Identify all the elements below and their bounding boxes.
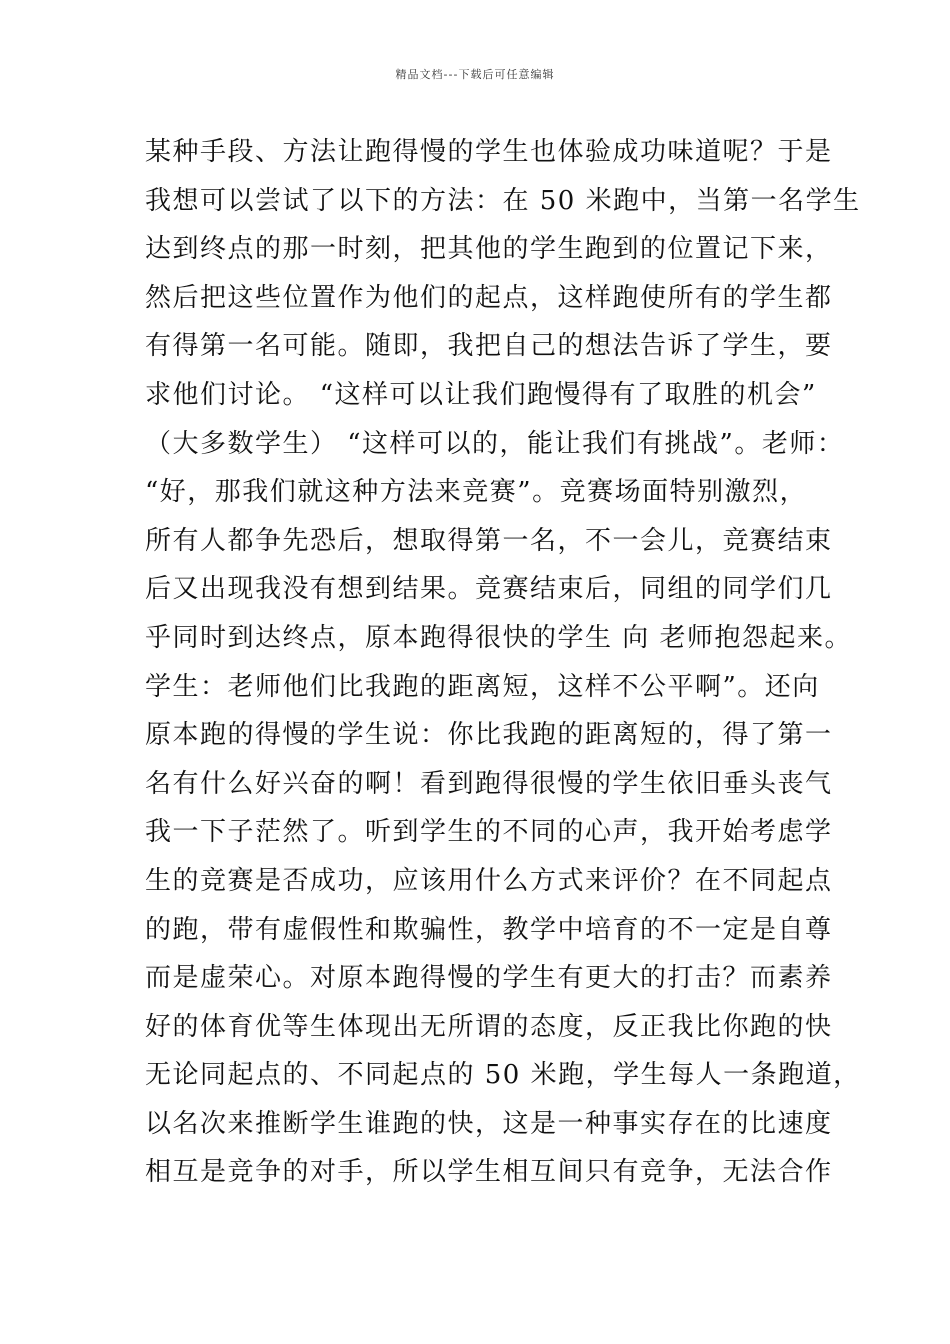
text-line: 无论同起点的、不同起点的 50 米跑，学生每人一条跑道，	[145, 1060, 861, 1091]
text-line: 所有人都争先恐后，想取得第一名，不一会儿，竞赛结束	[145, 525, 833, 556]
text-line: 然后把这些位置作为他们的起点，这样跑使所有的学生都	[145, 282, 833, 313]
page-header: 精品文档---下载后可任意编辑	[395, 68, 555, 81]
text-line: （大多数学生） “这样可以的，能让我们有挑战”。老师：	[145, 428, 845, 459]
text-line: “好，那我们就这种方法来竞赛”。竞赛场面特别激烈，	[145, 477, 808, 508]
text-line: 我想可以尝试了以下的方法：在 50 米跑中，当第一名学生	[145, 185, 861, 216]
text-line: 某种手段、方法让跑得慢的学生也体验成功味道呢？于是	[145, 137, 833, 167]
text-line: 以名次来推断学生谁跑的快，这是一种事实存在的比速度	[145, 1108, 833, 1139]
body-paragraph	[145, 128, 861, 1197]
text-line: 的跑，带有虚假性和欺骗性，教学中培育的不一定是自尊	[145, 914, 833, 945]
text-line: 我一下子茫然了。听到学生的不同的心声，我开始考虑学	[145, 817, 833, 848]
text-line: 达到终点的那一时刻，把其他的学生跑到的位置记下来，	[145, 234, 833, 265]
text-line: 生的竞赛是否成功，应该用什么方式来评价？在不同起点	[145, 865, 833, 896]
text-line: 有得第一名可能。随即，我把自己的想法告诉了学生，要	[145, 331, 833, 362]
text-line: 而是虚荣心。对原本跑得慢的学生有更大的打击？而素养	[145, 963, 833, 994]
text-line: 学生：老师他们比我跑的距离短，这样不公平啊”。还向	[145, 671, 820, 702]
text-line: 乎同时到达终点，原本跑得很快的学生 向 老师抱怨起来。	[145, 622, 853, 653]
text-line: 原本跑的得慢的学生说：你比我跑的距离短的，得了第一	[145, 720, 833, 751]
text-line: 好的体育优等生体现出无所谓的态度，反正我比你跑的快	[145, 1011, 833, 1042]
text-line: 名有什么好兴奋的啊！看到跑得很慢的学生依旧垂头丧气	[145, 768, 833, 799]
text-line: 后又出现我没有想到结果。竞赛结束后，同组的同学们几	[145, 574, 833, 605]
text-line: 求他们讨论。 “这样可以让我们跑慢得有了取胜的机会”	[145, 379, 817, 410]
text-line: 相互是竞争的对手，所以学生相互间只有竞争，无法合作	[145, 1157, 833, 1188]
